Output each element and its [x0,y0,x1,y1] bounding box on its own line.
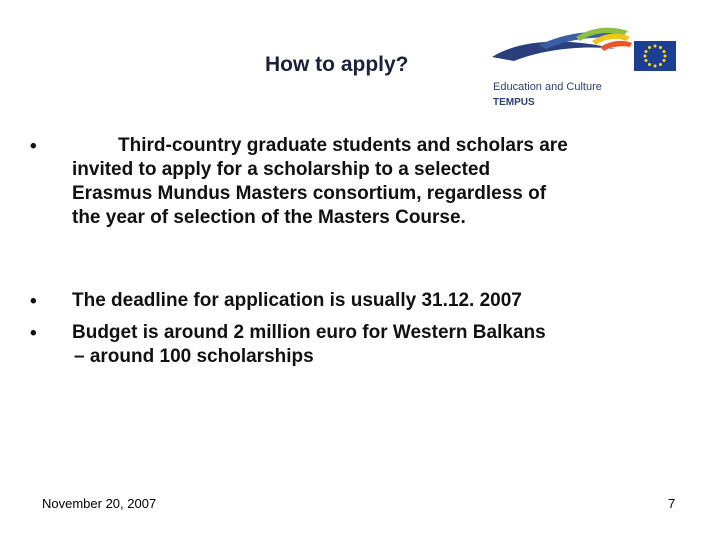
bullet-marker: • [30,136,37,157]
bullet-marker: • [30,291,37,312]
bullet-1-line: Third-country graduate students and scholars are [118,135,568,156]
slide-title: How to apply? [265,53,409,76]
footer-date: November 20, 2007 [42,496,157,511]
bullet-1-line: the year of selection of the Masters Course. [72,207,466,228]
education-culture-logo [484,27,680,115]
bullet-2-line: The deadline for application is usually 31.12. 2007 [72,290,522,311]
logo-tempus-text: TEMPUS [493,97,535,108]
bullet-1-line: Erasmus Mundus Masters consortium, regardless of [72,183,547,204]
page-number: 7 [668,496,676,511]
bullet-3-text [72,321,546,369]
bullet-3-line: – around 100 scholarships [74,346,314,367]
bullet-2-text [72,289,522,313]
logo-education-culture-text: Education and Culture [493,81,602,93]
bullet-marker: • [30,323,37,344]
bullet-1-line: invited to apply for a scholarship to a selected [72,159,491,180]
bullet-1-text [72,134,568,230]
bullet-3-line: Budget is around 2 million euro for Western Balkans [72,322,546,343]
